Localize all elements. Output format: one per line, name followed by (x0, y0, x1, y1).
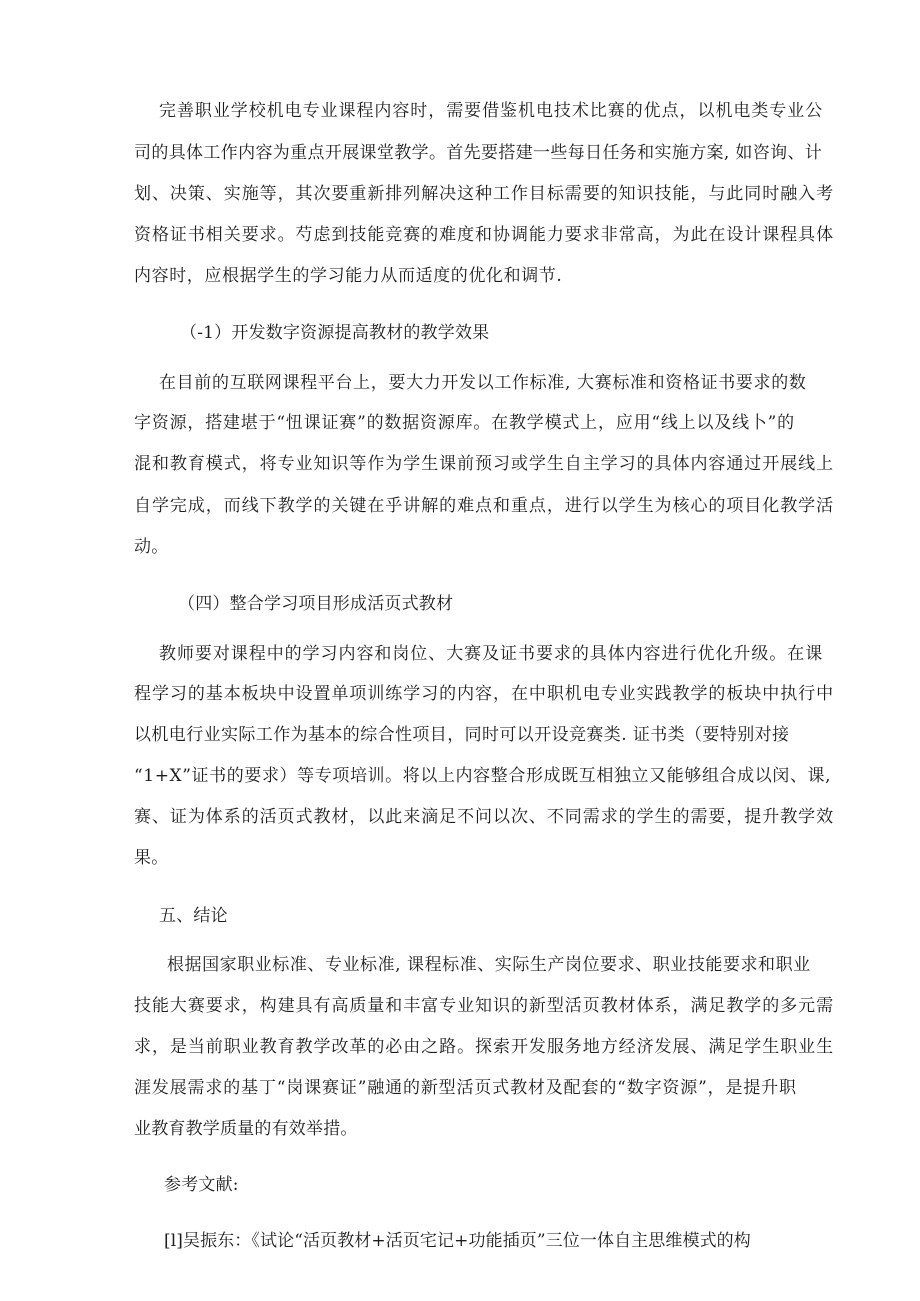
paragraph-line: 业教育教学质量的有效举措。 (134, 1119, 358, 1139)
paragraph-line: 内容时，应根据学生的学习能力从而适度的优化和调节. (134, 266, 563, 286)
references-heading: 参考文献: (164, 1175, 239, 1195)
reference-entry: [l]吴振东：《试论“活页教材+活页宅记+功能插页”三位一体自主思维模式的构 (164, 1231, 751, 1251)
paragraph-line: 自学完成，而线下教学的关键在乎讲解的难点和重点，进行以学生为核心的项目化教学活 (134, 496, 835, 516)
paragraph-line: 完善职业学校机电专业课程内容时，需要借鉴机电技术比赛的优点，以机电类专业公 (159, 101, 824, 121)
paragraph-line: 赛、证为体系的活页式教材，以此来滴足不问以次、不同需求的学生的需要，提升教学效 (134, 807, 835, 827)
paragraph-line: 程学习的基本板块中设置单项训练学习的内容，在中职机电专业实践教学的板块中执行中 (134, 684, 835, 704)
paragraph-line: “1+X”证书的要求）等专项培训。将以上内容整合形成既互相独立又能够组合成以闵、课, (134, 766, 832, 786)
paragraph-line: 字资源，搭建堪于“忸课证赛”的数据资源库。在教学模式上，应用“线上以及线卜”的 (134, 413, 795, 433)
paragraph-line: 在目前的互联网课程平台上，要大力开发以工作标准, 大赛标准和资格证书要求的数 (159, 373, 807, 393)
paragraph-line: 司的具体工作内容为重点开展课堂教学。首先要搭建一些每日任务和实施方案, 如咨询、计 (134, 143, 823, 163)
paragraph-line: 根据国家职业标准、专业标准, 课程标准、实际生产岗位要求、职业技能要求和职业 (167, 955, 811, 975)
paragraph-line: 资格证书相关要求。芍虑到技能竞赛的难度和协调能力要求非常高，为此在设计课程具体 (134, 225, 835, 245)
paragraph-line: 果。 (134, 848, 169, 868)
paragraph-line: 以机电行业实际工作为基本的综合性项目，同时可以开设竞赛类. 证书类（要特别对接 (134, 725, 790, 745)
section-heading: （四）整合学习项目形成活页式教材 (178, 594, 454, 614)
section-heading: 五、结论 (159, 906, 228, 926)
section-heading: （-1）开发数字资源提高教材的教学效果 (180, 323, 490, 343)
paragraph-line: 求，是当前职业教育教学改革的必由之路。探索开发服务地方经济发展、满足学生职业生 (134, 1037, 835, 1057)
paragraph-line: 划、决策、实施等，其次要重新排列解决这种工作目标需要的知识技能，与此同时融入考 (134, 184, 835, 204)
paragraph-line: 动。 (134, 537, 169, 557)
paragraph-line: 技能大赛要求，构建具有高质量和丰富专业知识的新型活页教材体系，满足教学的多元需 (134, 996, 835, 1016)
paragraph-line: 教师要对课程中的学习内容和岗位、大赛及证书要求的具体内容进行优化升级。在课 (159, 644, 824, 664)
paragraph-line: 混和教育模式，将专业知识等作为学生课前预习或学生自主学习的具体内容通过开展线上 (134, 454, 835, 474)
paragraph-line: 涯发展需求的基丁“岗课赛证”融通的新型活页式教材及配套的“数字资源”，是提升职 (134, 1078, 797, 1098)
